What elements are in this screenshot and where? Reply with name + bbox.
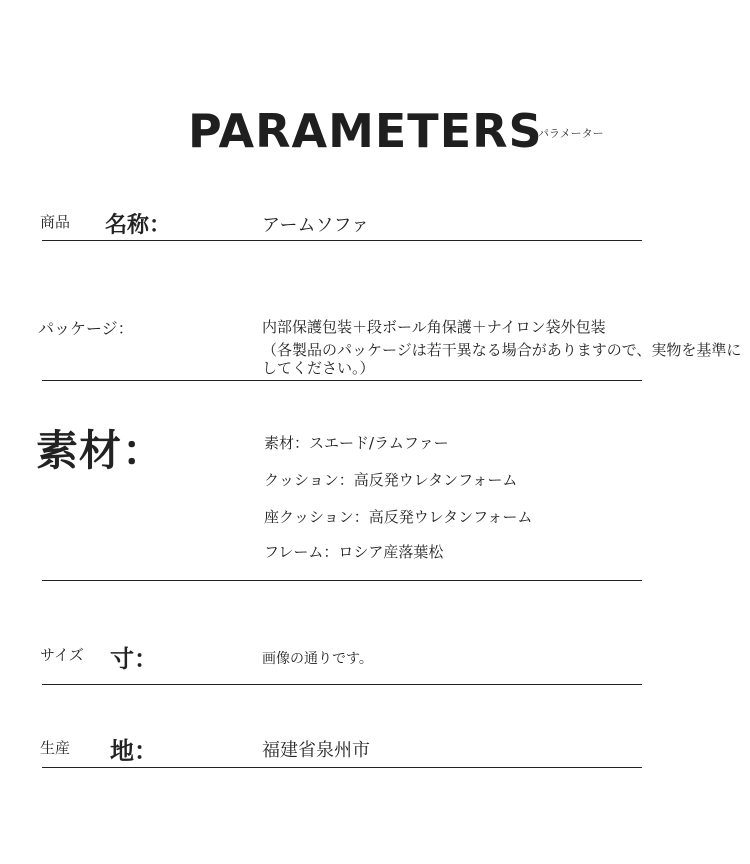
size-label: 寸： bbox=[110, 645, 158, 673]
origin-label-prefix: 生産 bbox=[40, 739, 71, 757]
size-label-prefix: サイズ bbox=[40, 646, 84, 664]
material-item: フレーム：ロシア産落葉松 bbox=[264, 543, 444, 561]
package-value-line3: してください。） bbox=[262, 359, 375, 377]
divider bbox=[42, 240, 642, 241]
package-value-line2: （各製品のパッケージは若干異なる場合がありますので、実物を基準に bbox=[262, 341, 742, 359]
name-label-prefix: 商品 bbox=[40, 213, 71, 231]
page-title: PARAMETERS bbox=[188, 104, 543, 158]
divider bbox=[42, 580, 642, 581]
divider bbox=[42, 380, 642, 381]
page-subtitle: パラメーター bbox=[538, 127, 604, 140]
origin-label: 地： bbox=[110, 737, 158, 765]
package-value-line1: 内部保護包装＋段ボール角保護＋ナイロン袋外包装 bbox=[262, 318, 606, 336]
divider bbox=[42, 684, 642, 685]
origin-value: 福建省泉州市 bbox=[262, 740, 370, 761]
package-label: パッケージ： bbox=[38, 319, 134, 338]
divider bbox=[42, 767, 642, 768]
name-label: 名称： bbox=[105, 213, 172, 238]
name-value: アームソファ bbox=[262, 215, 370, 236]
material-label: 素材： bbox=[36, 426, 166, 475]
material-item: クッション：高反発ウレタンフォーム bbox=[264, 471, 518, 489]
material-item: 素材：スエード/ラムファー bbox=[264, 434, 449, 452]
size-value: 画像の通りです。 bbox=[262, 651, 373, 667]
material-item: 座クッション：高反発ウレタンフォーム bbox=[264, 508, 533, 526]
